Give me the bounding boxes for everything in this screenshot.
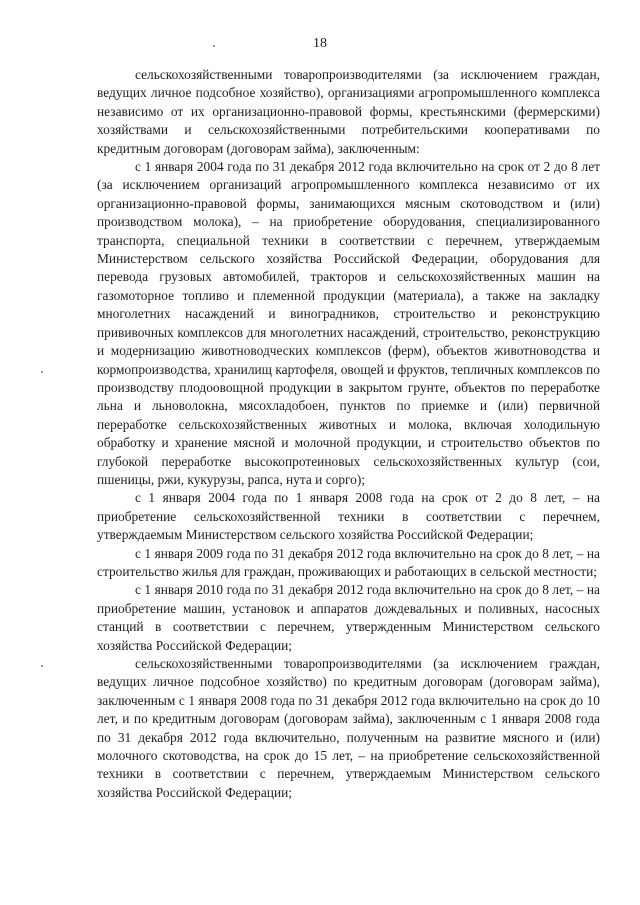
scan-speck <box>213 45 215 47</box>
scan-speck <box>41 371 43 373</box>
scan-speck <box>41 665 43 667</box>
paragraph-3: с 1 января 2004 года по 1 января 2008 года на срок от 2 до 8 лет, – на приобретение сельскохозяйственной техники в соответствии с перечнем, утверждаемым Министерством сельского хозяйства Российской Федерации; <box>97 490 600 543</box>
page-number: 18 <box>313 36 327 51</box>
paragraph-1: сельскохозяйственными товаропроизводителями (за исключением граждан, ведущих личное подсобное хозяйство), организациями агропромышленного комплекса независимо от их организационно-правовой формы, крестьянскими (фермерскими) хозяйствами и сельскохозяйственными потребительскими кооперативами по кредитным договорам (договорам займа), заключенным: <box>97 67 600 156</box>
paragraph-4: с 1 января 2009 года по 31 декабря 2012 года включительно на срок до 8 лет, – на строительство жилья для граждан, проживающих и работающих в сельской местности; <box>97 545 600 579</box>
document-body <box>97 66 600 802</box>
paragraph-5: с 1 января 2010 года по 31 декабря 2012 года включительно на срок до 8 лет, – на приобретение машин, установок и аппаратов дождевальных и поливных, насосных станций в соответствии с перечнем, утвержденным Министерством сельского хозяйства Российской Федерации; <box>97 582 600 653</box>
paragraph-2: с 1 января 2004 года по 31 декабря 2012 года включительно на срок от 2 до 8 лет (за исключением организаций агропромышленного комплекса независимо от их организационно-правовой формы, занимающихся мясным скотоводством и (или) производством молока), – на приобретение оборудования, специализированного транспорта, специальной техники в соответствии с перечнем, утверждаемым Министерством сельского хозяйства Российской Федерации, оборудования для перевода грузовых автомобилей, тракторов и сельскохозяйственных машин на газомоторное топливо и племенной продукции (материала), а также на закладку многолетних насаждений и виноградников, строительство и реконструкцию прививочных комплексов для многолетних насаждений, строительство, реконструкцию и модернизацию животноводческих комплексов (ферм), объектов животноводства и кормопроизводства, хранилищ картофеля, овощей и фруктов, тепличных комплексов по производству плодоовощной продукции в закрытом грунте, объектов по переработке льна и льноволокна, мясохладобоен, пунктов по приемке и (или) первичной переработке сельскохозяйственных животных и молока, включая холодильную обработку и хранение мясной и молочной продукции, и строительство объектов по глубокой переработке высокопротеиновых сельскохозяйственных культур (сои, пшеницы, ржи, кукурузы, рапса, нута и сорго); <box>97 159 600 487</box>
paragraph-6: сельскохозяйственными товаропроизводителями (за исключением граждан, ведущих личное подсобное хозяйство) по кредитным договорам (договорам займа), заключенным с 1 января 2008 года по 31 декабря 2012 года включительно на срок до 10 лет, и по кредитным договорам (договорам займа), заключенным с 1 января 2008 года по 31 декабря 2012 года включительно, полученным на развитие мясного и (или) молочного скотоводства, на срок до 15 лет, – на приобретение сельскохозяйственной техники в соответствии с перечнем, утверждаемым Министерством сельского хозяйства Российской Федерации; <box>97 656 600 800</box>
